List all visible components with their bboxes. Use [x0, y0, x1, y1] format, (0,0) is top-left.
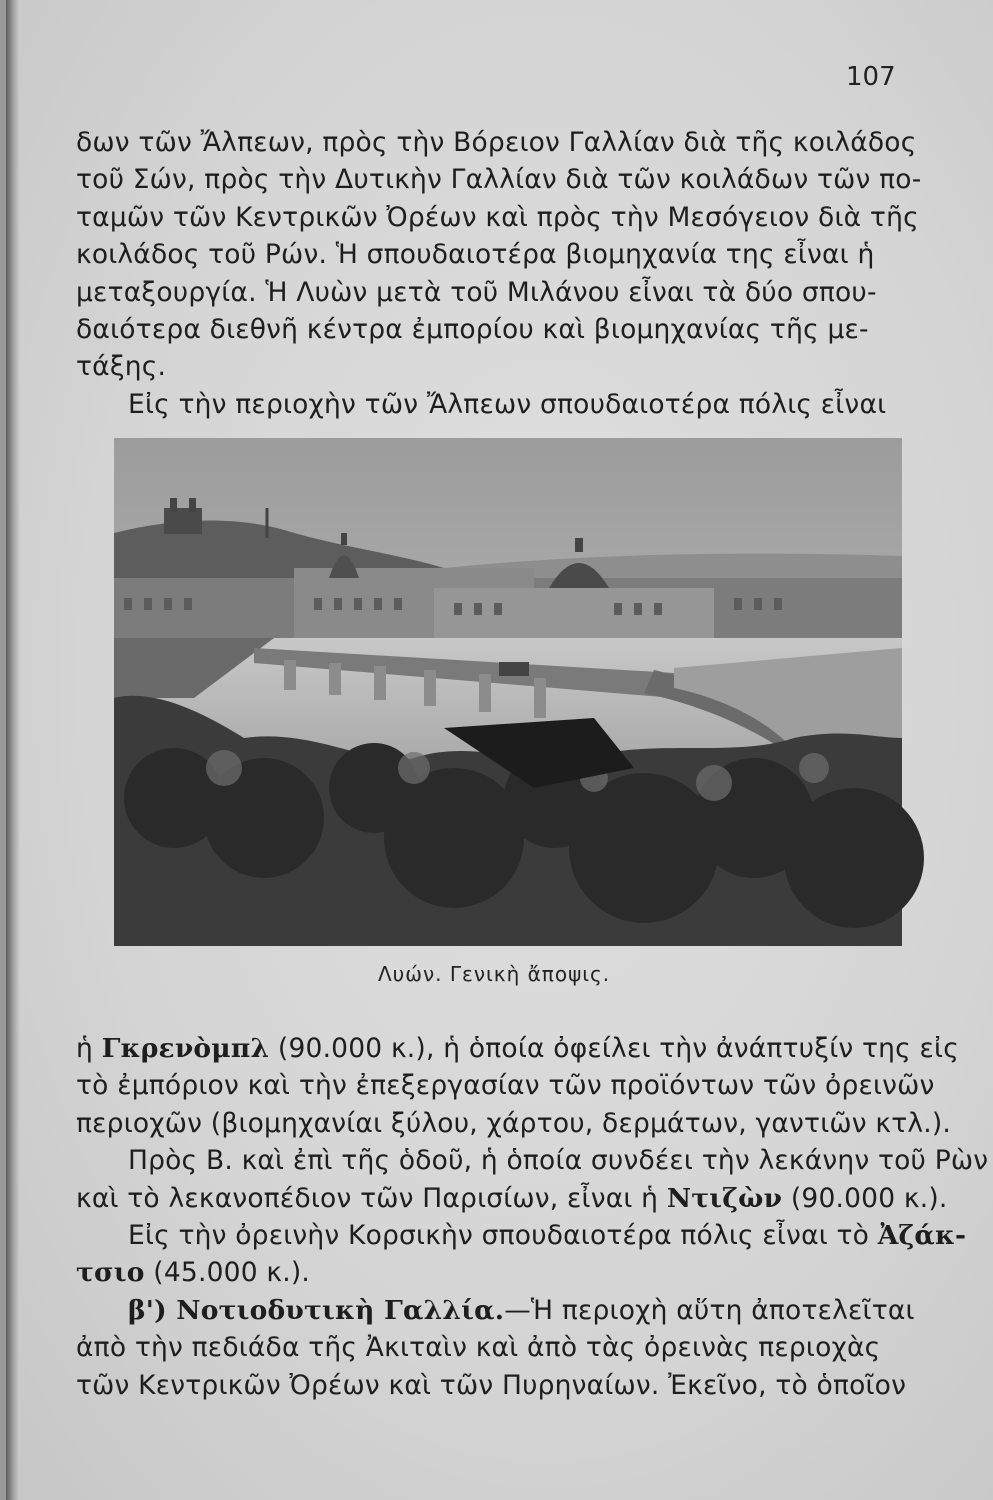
- text-line: τοῦ Σών, πρὸς τὴν Δυτικὴν Γαλλίαν διὰ τῶν κοιλάδων τῶν πο-: [76, 164, 922, 196]
- section-heading: β') Νοτιοδυτικὴ Γαλλία.: [128, 1294, 505, 1326]
- paragraph-bottom: [76, 1030, 989, 1404]
- paragraph-top: [76, 124, 936, 423]
- book-page: [6, 0, 993, 1500]
- text-line: ἀπὸ τὴν πεδιάδα τῆς Ἀκιταὶν καὶ ἀπὸ τὰς ὀρεινὰς περιοχὰς: [76, 1332, 881, 1364]
- text-line: Εἰς τὴν περιοχὴν τῶν Ἄλπεων σπουδαιοτέρα πόλις εἶναι: [128, 388, 887, 420]
- text-line: μεταξουργία. Ἡ Λυὼν μετὰ τοῦ Μιλάνου εἶναι τὰ δύο σπου-: [76, 276, 877, 308]
- page-number: 107: [846, 62, 896, 92]
- text-span: (90.000 κ.).: [782, 1182, 948, 1214]
- city-name-ajaccio: Ἀζάκ-: [877, 1220, 967, 1252]
- text-line: κοιλάδος τοῦ Ρών. Ἡ σπουδαιοτέρα βιομηχανία της εἶναι ἡ: [76, 239, 875, 271]
- lyon-panorama-photo: [114, 438, 902, 946]
- city-name-ajaccio-end: τσιο: [76, 1257, 145, 1289]
- text-span: ἡ: [76, 1033, 102, 1064]
- photo-caption: Λυών. Γενικὴ ἄποψις.: [378, 962, 611, 986]
- text-line: [76, 1180, 948, 1217]
- city-name-dijon: Ντιζὼν: [666, 1182, 783, 1214]
- text-line: [76, 1030, 959, 1067]
- text-line: τὸ ἐμπόριον καὶ τὴν ἐπεξεργασίαν τῶν προϊόντων τῶν ὀρεινῶν: [76, 1070, 935, 1102]
- text-line: ταμῶν τῶν Κεντρικῶν Ὀρέων καὶ πρὸς τὴν Μεσόγειον διὰ τῆς: [76, 201, 919, 233]
- text-line: [76, 1217, 967, 1254]
- text-line: [76, 1292, 936, 1329]
- text-line: τάξης.: [76, 351, 167, 383]
- text-line: Πρὸς Β. καὶ ἐπὶ τῆς ὁδοῦ, ἡ ὁποία συνδέει τὴν λεκάνην τοῦ Ρὼν: [128, 1145, 989, 1177]
- text-line: δων τῶν Ἄλπεων, πρὸς τὴν Βόρειον Γαλλίαν διὰ τῆς κοιλάδος: [76, 127, 917, 158]
- text-line: περιοχῶν (βιομηχανίαι ξύλου, χάρτου, δερμάτων, γαντιῶν κτλ.).: [76, 1107, 952, 1139]
- text-line: τῶν Κεντρικῶν Ὀρέων καὶ τῶν Πυρηναίων. Ἐκεῖνο, τὸ ὁποῖον: [76, 1369, 907, 1401]
- text-span: (90.000 κ.), ἡ ὁποία ὀφείλει τὴν ἀνάπτυξίν της εἰς: [269, 1033, 959, 1064]
- text-line: [76, 1254, 936, 1291]
- text-span: καὶ τὸ λεκανοπέδιον τῶν Παρισίων, εἶναι ἡ: [76, 1182, 667, 1214]
- text-span: Εἰς τὴν ὀρεινὴν Κορσικὴν σπουδαιοτέρα πόλις εἶναι τὸ: [128, 1220, 878, 1252]
- text-line: δαιότερα διεθνῆ κέντρα ἐμπορίου καὶ βιομηχανίας τῆς με-: [76, 314, 869, 346]
- book-spine-shadow: [6, 0, 20, 1500]
- text-span: —Ἡ περιοχὴ αὕτη ἀποτελεῖται: [504, 1294, 915, 1326]
- text-span: (45.000 κ.).: [144, 1257, 310, 1289]
- city-name-grenoble: Γκρενὸμπλ: [101, 1033, 270, 1064]
